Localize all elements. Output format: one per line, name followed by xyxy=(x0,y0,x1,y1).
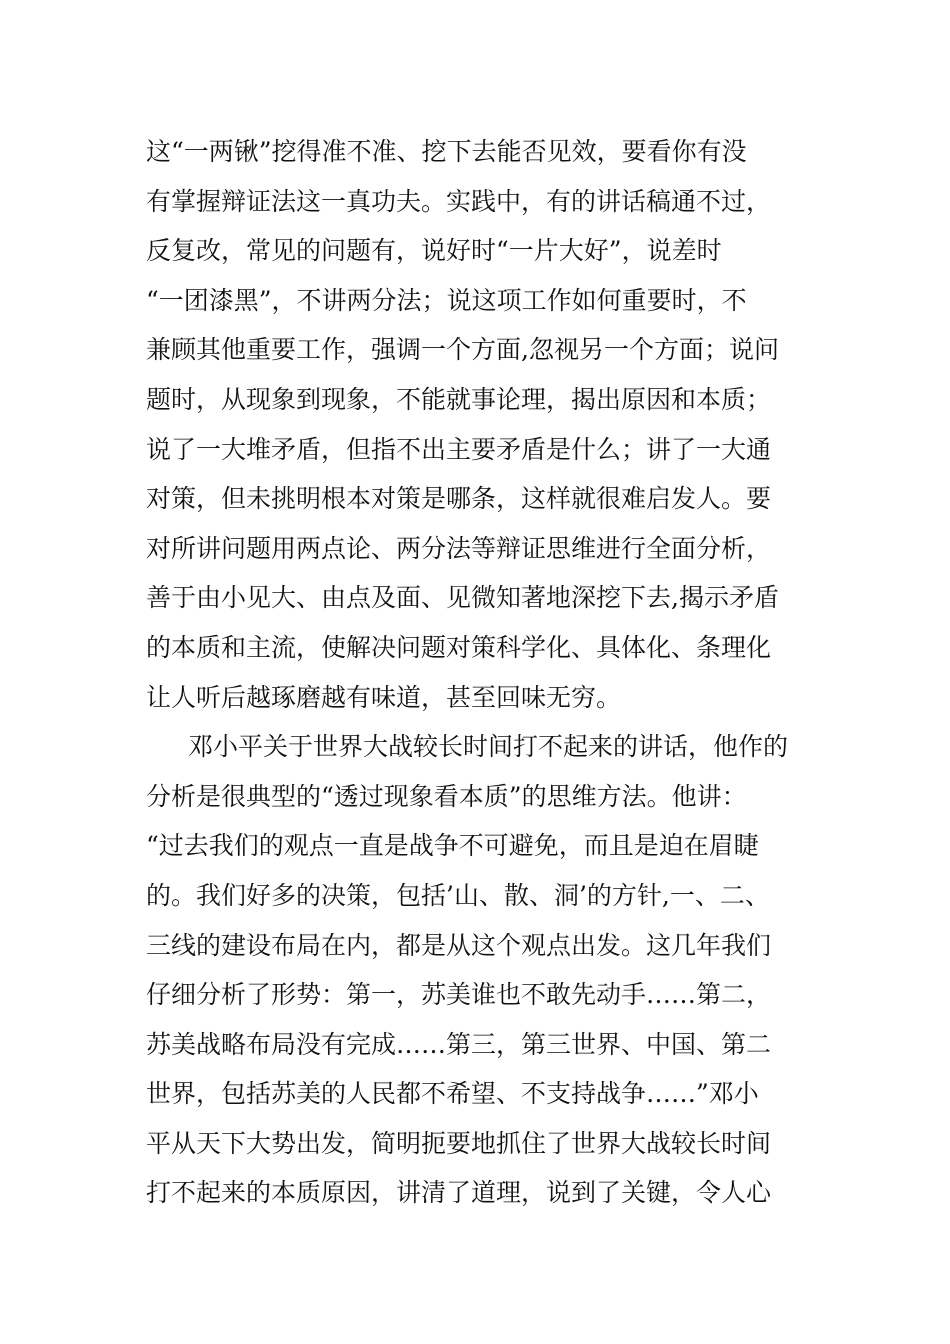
text-line: 反复改，常见的问题有，说好时“一片大好”，说差时 xyxy=(146,236,722,266)
text-line: 打不起来的本质原因，讲清了道理，说到了关键，令人心 xyxy=(146,1178,772,1208)
text-line: 说了一大堆矛盾，但指不出主要矛盾是什么；讲了一大通 xyxy=(146,434,772,464)
body-text xyxy=(146,127,836,1218)
text-line: 世界，包括苏美的人民都不希望、不支持战争……”邓小 xyxy=(146,1079,759,1109)
text-line: 对所讲问题用两点论、两分法等辩证思维进行全面分析， xyxy=(146,533,772,563)
text-line: 的。我们好多的决策，包括’山、散、洞’的方针,一、二、 xyxy=(146,880,770,910)
text-line: 的本质和主流，使解决问题对策科学化、具体化、条理化 xyxy=(146,632,772,662)
paragraph-2 xyxy=(146,722,836,1218)
text-line: 善于由小见大、由点及面、见微知著地深挖下去,揭示矛盾 xyxy=(146,583,779,613)
text-line: 这“一两锹”挖得准不准、挖下去能否见效，要看你有没 xyxy=(146,137,747,166)
text-line: 对策，但未挑明根本对策是哪条，这样就很难启发人。要 xyxy=(146,484,772,514)
text-line: 仔细分析了形势：第一，苏美谁也不敢先动手……第二， xyxy=(146,980,772,1010)
text-line: 题时，从现象到现象，不能就事论理，揭出原因和本质； xyxy=(146,384,772,414)
text-line: “一团漆黑”，不讲两分法；说这项工作如何重要时，不 xyxy=(146,285,747,315)
text-line: “过去我们的观点一直是战争不可避免，而且是迫在眉睫 xyxy=(146,831,759,861)
text-line: 平从天下大势出发，简明扼要地抓住了世界大战较长时间 xyxy=(146,1128,772,1158)
text-line: 苏美战略布局没有完成……第三，第三世界、中国、第二 xyxy=(146,1029,772,1059)
text-line: 三线的建设布局在内，都是从这个观点出发。这几年我们 xyxy=(146,930,772,960)
text-line: 兼顾其他重要工作，强调一个方面,忽视另一个方面；说问 xyxy=(146,335,779,365)
text-line: 分析是很典型的“透过现象看本质”的思维方法。他讲： xyxy=(146,781,747,811)
text-line: 让人听后越琢磨越有味道，甚至回味无穷。 xyxy=(146,682,622,712)
text-line: 邓小平关于世界大战较长时间打不起来的讲话，他作的 xyxy=(188,732,789,762)
text-line: 有掌握辩证法这一真功夫。实践中，有的讲话稿通不过， xyxy=(146,186,772,216)
paragraph-1 xyxy=(146,127,836,722)
